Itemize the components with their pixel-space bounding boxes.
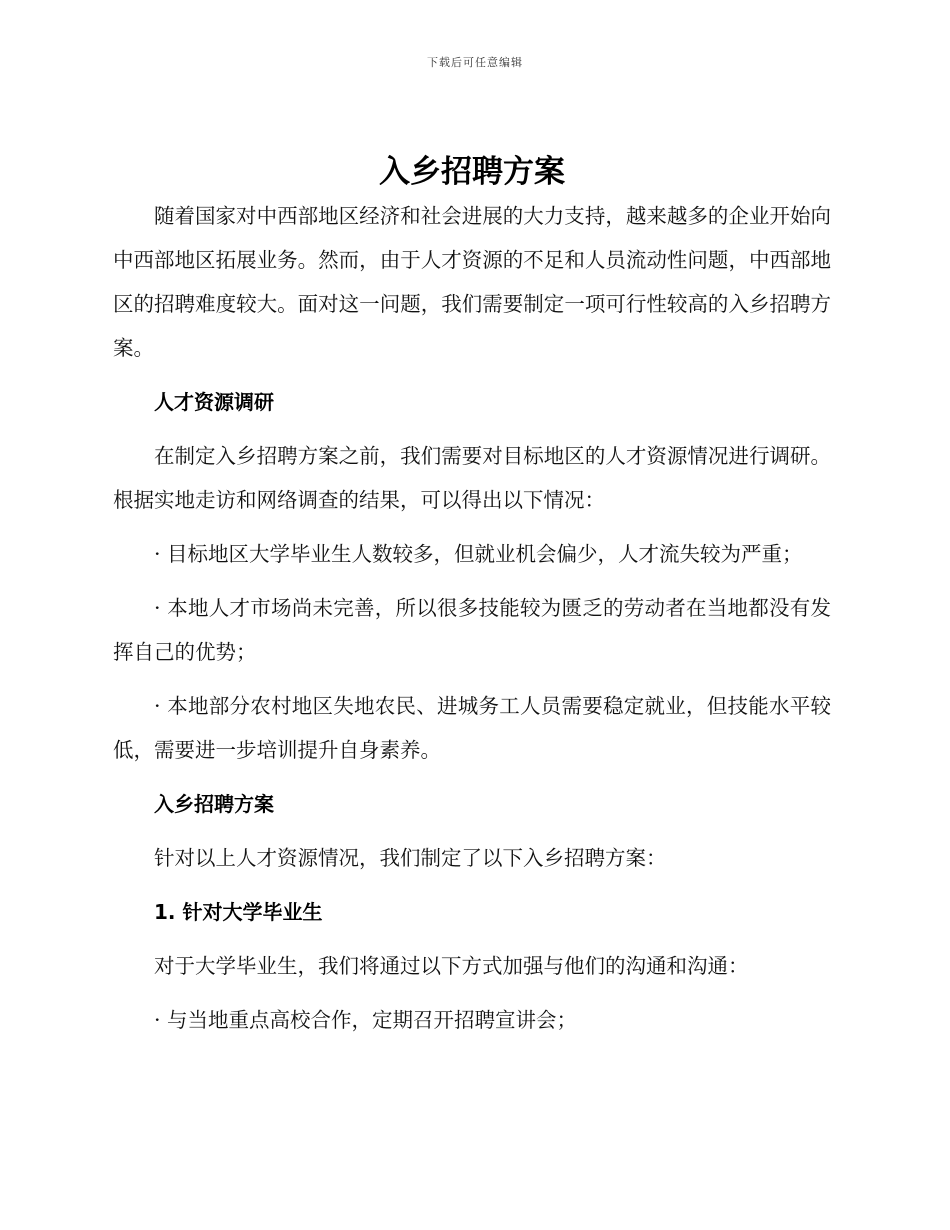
graduates-bullet-1: · 与当地重点高校合作，定期召开招聘宣讲会；	[154, 1008, 578, 1032]
section-heading-research: 人才资源调研	[154, 390, 274, 414]
plan-paragraph: 针对以上人才资源情况，我们制定了以下入乡招聘方案：	[154, 846, 667, 870]
research-paragraph: 在制定入乡招聘方案之前，我们需要对目标地区的人才资源情况进行调研。根据实地走访和网络调查的结果，可以得出以下情况：	[113, 444, 831, 512]
graduates-paragraph: 对于大学毕业生，我们将通过以下方式加强与他们的沟通和沟通：	[154, 954, 749, 978]
research-bullet-1: · 目标地区大学毕业生人数较多，但就业机会偏少，人才流失较为严重；	[154, 542, 803, 566]
section-heading-plan: 入乡招聘方案	[154, 792, 274, 816]
research-bullet-3: · 本地部分农村地区失地农民、进城务工人员需要稳定就业，但技能水平较低，需要进一步培训提升自身素养。	[113, 694, 831, 762]
document-title: 入乡招聘方案	[379, 154, 565, 190]
intro-paragraph: 随着国家对中西部地区经济和社会进展的大力支持，越来越多的企业开始向中西部地区拓展业务。然而，由于人才资源的不足和人员流动性问题，中西部地区的招聘难度较大。面对这一问题，我们需要制定一项可行性较高的入乡招聘方案。	[113, 204, 831, 360]
research-bullet-2: · 本地人才市场尚未完善，所以很多技能较为匮乏的劳动者在当地都没有发挥自己的优势；	[113, 596, 831, 664]
header-note: 下载后可任意编辑	[427, 56, 523, 69]
document-body	[113, 150, 831, 1042]
section-heading-graduates: 1. 针对大学毕业生	[154, 900, 323, 924]
